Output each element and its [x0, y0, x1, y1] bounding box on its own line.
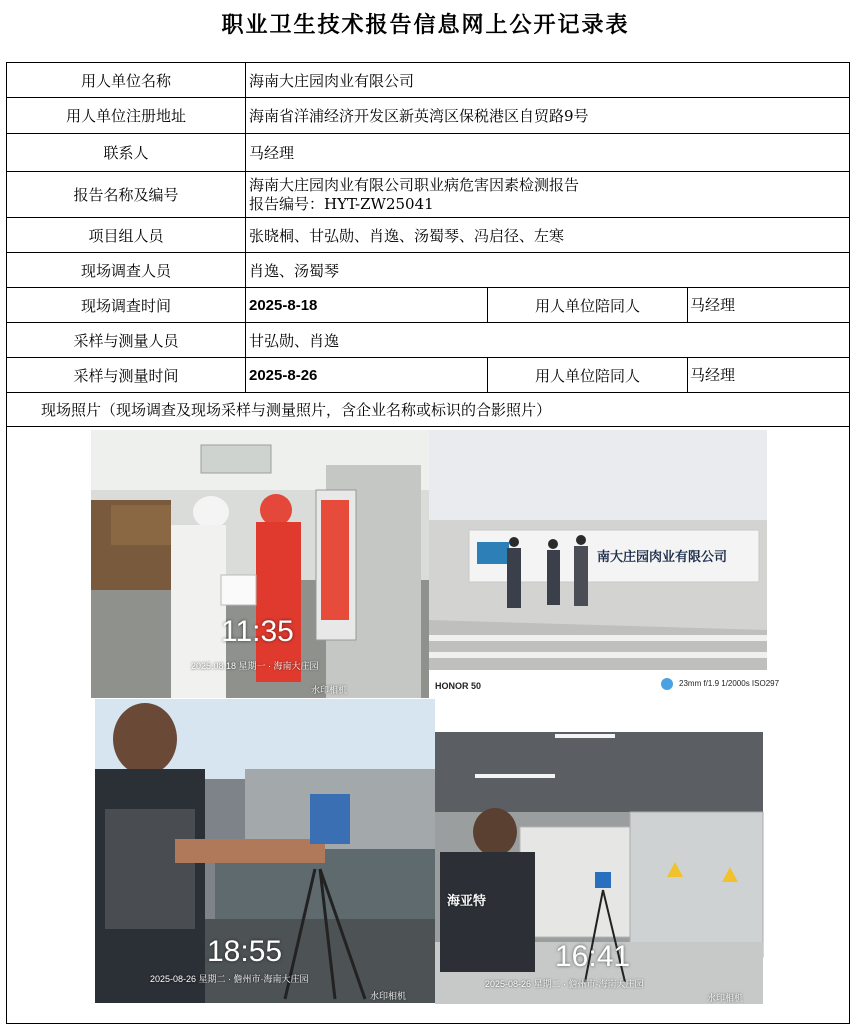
value-team: 张晓桐、甘弘勋、肖逸、汤蜀琴、冯启径、左寒	[249, 226, 565, 245]
photo2-camera: HONOR 50	[435, 681, 482, 691]
row-contact	[7, 134, 849, 172]
photo-group-sign	[429, 430, 780, 698]
report-name: 海南大庄园肉业有限公司职业病危害因素检测报告	[249, 175, 580, 194]
value-sampling-companion: 马经理	[690, 366, 736, 384]
report-number: 报告编号：HYT-ZW25041	[249, 194, 434, 213]
value-sampling-time: 2025-8-26	[247, 358, 488, 392]
label-team: 项目组人员	[7, 218, 246, 252]
photo3-time: 18:55	[207, 935, 283, 968]
row-photos-caption	[7, 393, 849, 427]
label-survey-companion: 用人单位陪同人	[488, 288, 688, 322]
photo1-date-line: 2025.08.18 星期一 · 海南大庄园	[191, 661, 319, 671]
row-survey-time	[7, 288, 849, 323]
photo4-date-line: 2025-08-26 星期二 · 儋州市·海南大庄园	[485, 979, 644, 989]
label-sampling-staff: 采样与测量人员	[7, 323, 246, 357]
photo3-date-line: 2025-08-26 星期二 · 儋州市·海南大庄园	[150, 974, 309, 984]
value-contact: 马经理	[249, 144, 295, 162]
photo1-time: 11:35	[221, 615, 294, 648]
photo-site-survey-image	[91, 430, 429, 698]
photo2-sign-text: 南大庄园肉业有限公司	[597, 549, 728, 564]
photo3-brand: 水印相机	[370, 991, 407, 1001]
label-survey-staff: 现场调查人员	[7, 253, 246, 287]
row-report	[7, 172, 849, 218]
label-sampling-companion: 用人单位陪同人	[488, 358, 688, 392]
value-report	[247, 172, 849, 217]
label-sampling-time: 采样与测量时间	[7, 358, 246, 392]
value-address: 海南省洋浦经济开发区新英湾区保税港区自贸路9号	[249, 107, 589, 125]
value-sampling-staff: 甘弘勋、肖逸	[249, 331, 340, 350]
label-contact: 联系人	[7, 134, 246, 171]
row-address	[7, 98, 849, 134]
photos-caption: 现场照片（现场调查及现场采样与测量照片，含企业名称或标识的合影照片）	[41, 401, 552, 419]
photo4-brand: 水印相机	[707, 993, 744, 1003]
photo-electrical-room	[435, 732, 763, 1004]
row-team	[7, 218, 849, 253]
photo-site-survey	[91, 430, 429, 698]
row-sampling-staff	[7, 323, 849, 358]
label-address: 用人单位注册地址	[7, 98, 246, 133]
photo-rooftop-sampling	[95, 699, 435, 1003]
page-title: 职业卫生技术报告信息网上公开记录表	[221, 12, 630, 38]
photo4-vest-text: 海亚特	[447, 893, 487, 908]
label-report: 报告名称及编号	[7, 172, 246, 217]
row-survey-staff	[7, 253, 849, 288]
value-unit-name: 海南大庄园肉业有限公司	[249, 71, 415, 90]
row-sampling-time	[7, 358, 849, 393]
photo2-exif: 23mm f/1.9 1/2000s ISO297	[679, 679, 780, 688]
record-table	[6, 62, 850, 1024]
photo4-time: 16:41	[555, 940, 631, 973]
label-survey-time: 现场调查时间	[7, 288, 246, 322]
label-unit-name: 用人单位名称	[7, 63, 246, 97]
value-survey-staff: 肖逸、汤蜀琴	[249, 261, 340, 280]
photo1-brand: 水印相机	[311, 685, 348, 695]
row-unit-name	[7, 63, 849, 98]
value-survey-companion: 马经理	[690, 296, 736, 314]
value-survey-time: 2025-8-18	[247, 288, 488, 322]
